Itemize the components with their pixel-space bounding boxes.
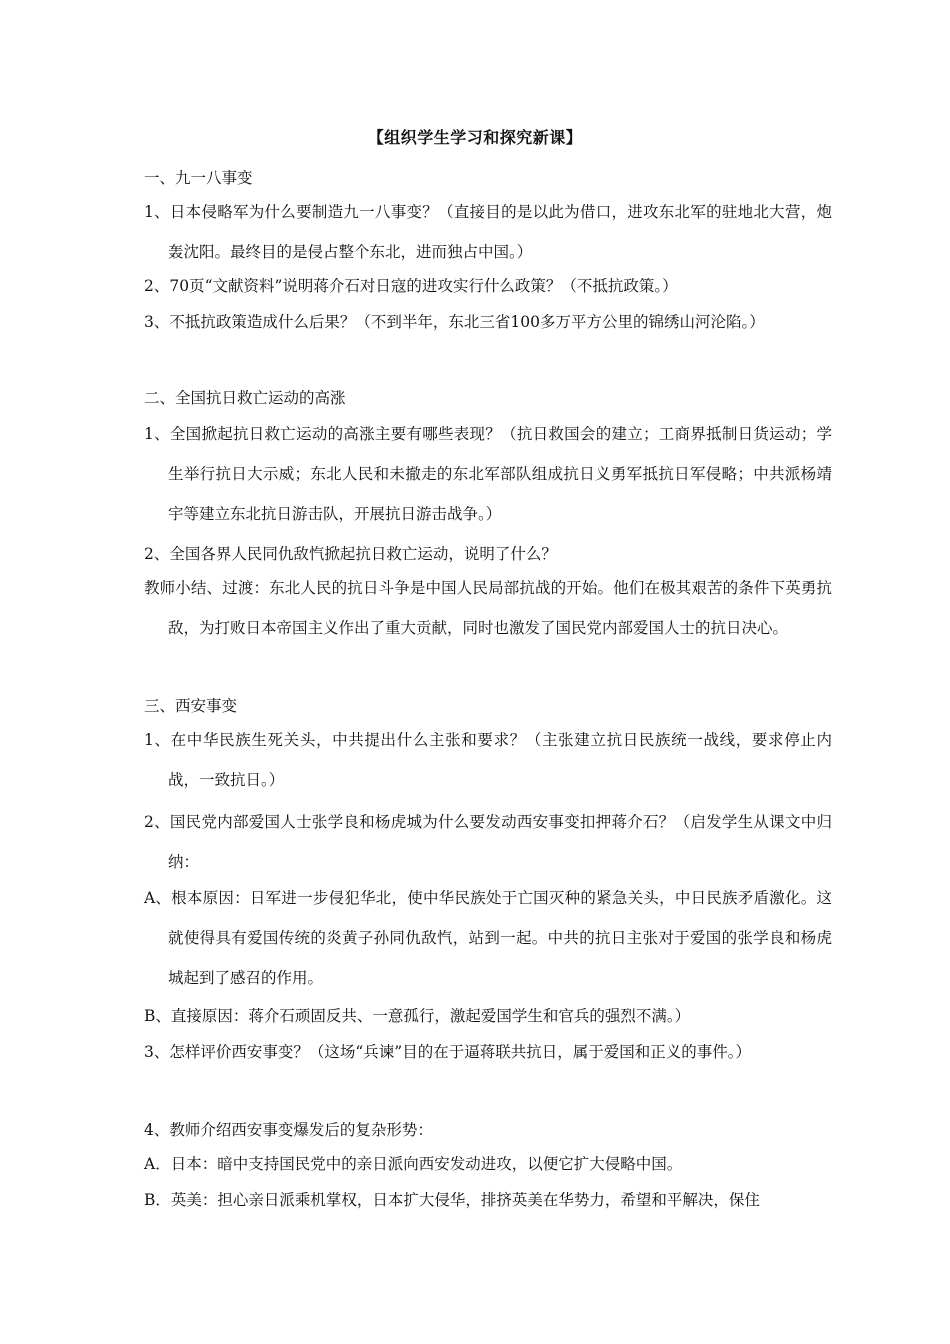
question-3-2: 2、国民党内部爱国人士张学良和杨虎城为什么要发动西安事变扣押蒋介石？（启发学生从课文中归纳： bbox=[144, 813, 832, 871]
question-3-1: 1、在中华民族生死关头，中共提出什么主张和要求？（主张建立抗日民族统一战线，要求停止内战，一致抗日。） bbox=[144, 731, 832, 789]
page-title: 【组织学生学习和探究新课】 bbox=[367, 128, 583, 147]
section-heading-3: 三、西安事变 bbox=[144, 697, 238, 715]
question-2-1: 1、全国掀起抗日救亡运动的高涨主要有哪些表现？（抗日救国会的建立；工商界抵制日货运动；学生举行抗日大示威；东北人民和未撤走的东北军部队组成抗日义勇军抵抗日军侵略；中共派杨靖宇等建立东北抗日游击队，开展抗日游击战争。） bbox=[144, 425, 832, 523]
teacher-summary: 教师小结、过渡：东北人民的抗日斗争是中国人民局部抗战的开始。他们在极其艰苦的条件下英勇抗敌，为打败日本帝国主义作出了重大贡献，同时也激发了国民党内部爱国人士的抗日决心。 bbox=[144, 579, 832, 637]
situation-japan: A．日本：暗中支持国民党中的亲日派向西安发动进攻，以便它扩大侵略中国。 bbox=[144, 1155, 683, 1173]
question-1-1: 1、日本侵略军为什么要制造九一八事变？（直接目的是以此为借口，进攻东北军的驻地北大营，炮轰沈阳。最终目的是侵占整个东北，进而独占中国。） bbox=[144, 203, 832, 261]
question-3-3: 3、怎样评价西安事变？（这场“兵谏”目的在于逼蒋联共抗日，属于爱国和正义的事件。） bbox=[144, 1043, 751, 1061]
question-1-2: 2、70页“文献资料”说明蒋介石对日寇的进攻实行什么政策？（不抵抗政策。） bbox=[144, 277, 678, 295]
question-3-4: 4、教师介绍西安事变爆发后的复杂形势： bbox=[144, 1121, 433, 1139]
direct-cause: B、直接原因：蒋介石顽固反共、一意孤行，激起爱国学生和官兵的强烈不满。） bbox=[144, 1007, 691, 1025]
section-heading-2: 二、全国抗日救亡运动的高涨 bbox=[144, 389, 346, 407]
question-2-2: 2、全国各界人民同仇敌忾掀起抗日救亡运动，说明了什么？ bbox=[144, 545, 557, 563]
question-1-3: 3、不抵抗政策造成什么后果？（不到半年，东北三省100多万平方公里的锦绣山河沦陷。） bbox=[144, 313, 765, 331]
situation-uk-us: B．英美：担心亲日派乘机掌权，日本扩大侵华，排挤英美在华势力，希望和平解决，保住 bbox=[144, 1191, 760, 1209]
section-heading-1: 一、九一八事变 bbox=[144, 169, 253, 187]
root-cause: A、根本原因：日军进一步侵犯华北，使中华民族处于亡国灭种的紧急关头，中日民族矛盾激化。这就使得具有爱国传统的炎黄子孙同仇敌忾，站到一起。中共的抗日主张对于爱国的张学良和杨虎城起到了感召的作用。 bbox=[144, 889, 832, 987]
